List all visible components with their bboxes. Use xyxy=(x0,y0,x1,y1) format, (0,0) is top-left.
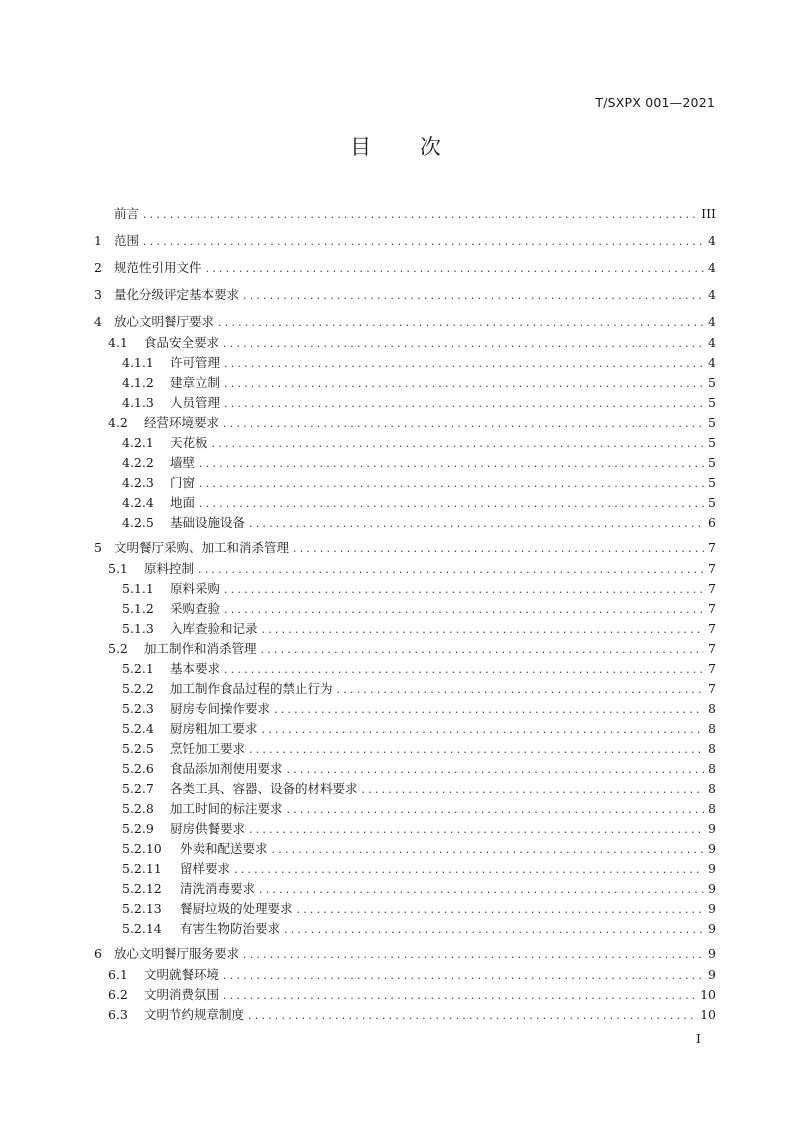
toc-leader-dots xyxy=(262,721,705,739)
toc-entry[interactable] xyxy=(94,860,716,878)
toc-entry-label: 文明餐厅采购、加工和消杀管理 xyxy=(114,540,290,555)
toc-entry-label: 前言 xyxy=(114,206,140,221)
page-title: 目 次 xyxy=(350,135,443,159)
toc-entry-label: 餐厨垃圾的处理要求 xyxy=(180,901,293,916)
toc-entry-label: 各类工具、容器、设备的材料要求 xyxy=(170,781,358,796)
toc-entry-page: 5 xyxy=(708,395,716,410)
toc-entry-number: 4.2.1 xyxy=(122,435,154,450)
toc-entry-label: 范围 xyxy=(114,233,140,248)
toc-entry[interactable] xyxy=(94,760,716,778)
toc-entry-label: 原料控制 xyxy=(144,561,195,576)
toc-leader-dots xyxy=(243,287,704,305)
toc-entry-page: 7 xyxy=(708,601,716,616)
toc-entry-label: 门窗 xyxy=(170,475,196,490)
toc-entry-page: 9 xyxy=(708,821,716,836)
toc-entry-number: 2 xyxy=(94,260,102,275)
toc-entry-page: 8 xyxy=(708,761,716,776)
toc-entry-number: 4.2.3 xyxy=(122,475,154,490)
toc-leader-dots xyxy=(249,741,704,759)
toc-entry-page: 9 xyxy=(708,967,716,982)
toc-leader-dots xyxy=(249,821,704,839)
toc-entry-label: 经营环境要求 xyxy=(144,415,220,430)
toc-entry[interactable] xyxy=(94,840,716,858)
toc-leader-dots xyxy=(272,841,705,859)
toc-entry-label: 厨房粗加工要求 xyxy=(170,721,258,736)
toc-entry-label: 基础设施设备 xyxy=(170,515,246,530)
toc-leader-dots xyxy=(224,375,704,393)
toc-entry-label: 有害生物防治要求 xyxy=(180,921,281,936)
toc-leader-dots xyxy=(284,921,704,939)
toc-entry-label: 加工制作和消杀管理 xyxy=(144,641,257,656)
toc-entry[interactable] xyxy=(94,514,716,532)
toc-entry-number: 5.2.3 xyxy=(122,701,154,716)
toc-leader-dots xyxy=(248,1007,696,1025)
toc-entry-page: 5 xyxy=(708,495,716,510)
toc-leader-dots xyxy=(223,987,696,1005)
toc-entry[interactable] xyxy=(94,560,716,578)
toc-leader-dots xyxy=(261,641,705,659)
toc-entry[interactable] xyxy=(94,900,716,918)
toc-entry-label: 食品安全要求 xyxy=(144,335,220,350)
toc-entry-page: 4 xyxy=(708,287,716,302)
toc-entry-label: 放心文明餐厅要求 xyxy=(114,314,215,329)
toc-entry[interactable] xyxy=(94,286,716,304)
toc-entry-page: 4 xyxy=(708,233,716,248)
toc-entry-page: 8 xyxy=(708,701,716,716)
toc-entry-page: 9 xyxy=(708,841,716,856)
toc-entry[interactable] xyxy=(94,700,716,718)
toc-leader-dots xyxy=(224,395,704,413)
toc-entry-page: 10 xyxy=(700,987,716,1002)
toc-leader-dots xyxy=(206,260,705,278)
toc-leader-dots xyxy=(224,601,704,619)
toc-entry-page: 9 xyxy=(708,901,716,916)
toc-entry-number: 4.1.2 xyxy=(122,375,154,390)
toc-entry-page: 8 xyxy=(708,781,716,796)
toc-entry-label: 量化分级评定基本要求 xyxy=(114,287,240,302)
toc-leader-dots xyxy=(198,561,704,579)
toc-entry-page: 4 xyxy=(708,335,716,350)
toc-entry-number: 3 xyxy=(94,287,102,302)
toc-entry-number: 5.1.2 xyxy=(122,601,154,616)
toc-entry[interactable] xyxy=(94,454,716,472)
toc-entry-page: 9 xyxy=(708,921,716,936)
toc-entry-label: 加工制作食品过程的禁止行为 xyxy=(170,681,333,696)
toc-entry-number: 5.2 xyxy=(108,641,128,656)
toc-leader-dots xyxy=(199,495,704,513)
toc-leader-dots xyxy=(218,314,704,332)
toc-entry-label: 墙壁 xyxy=(170,455,196,470)
toc-entry-number: 5.1.3 xyxy=(122,621,154,636)
toc-entry-page: 9 xyxy=(708,881,716,896)
toc-entry-page: 10 xyxy=(700,1007,716,1022)
toc-entry-number: 5.2.1 xyxy=(122,661,154,676)
toc-leader-dots xyxy=(287,801,705,819)
toc-entry-label: 加工时间的标注要求 xyxy=(170,801,283,816)
toc-entry-page: 7 xyxy=(708,621,716,636)
toc-entry-page: 5 xyxy=(708,455,716,470)
toc-entry[interactable] xyxy=(94,539,716,557)
toc-leader-dots xyxy=(212,435,705,453)
toc-leader-dots xyxy=(224,661,704,679)
toc-entry-number: 5.2.11 xyxy=(122,861,162,876)
toc-entry-label: 外卖和配送要求 xyxy=(180,841,268,856)
toc-entry-number: 5.2.5 xyxy=(122,741,154,756)
toc-entry-page: 7 xyxy=(708,540,716,555)
toc-entry-label: 文明节约规章制度 xyxy=(144,1007,245,1022)
toc-leader-dots xyxy=(262,621,705,639)
toc-entry[interactable] xyxy=(94,494,716,512)
toc-leader-dots xyxy=(362,781,705,799)
toc-entry[interactable] xyxy=(94,800,716,818)
toc-leader-dots xyxy=(287,761,705,779)
toc-entry-label: 厨房专间操作要求 xyxy=(170,701,271,716)
toc-entry[interactable] xyxy=(94,620,716,638)
toc-entry[interactable] xyxy=(94,374,716,392)
toc-entry-number: 5.1.1 xyxy=(122,581,154,596)
toc-entry-page: 5 xyxy=(708,475,716,490)
toc-leader-dots xyxy=(293,540,704,558)
toc-entry[interactable] xyxy=(94,334,716,352)
toc-entry[interactable] xyxy=(94,232,716,250)
toc-entry-label: 人员管理 xyxy=(170,395,221,410)
page-number: I xyxy=(696,1031,701,1046)
toc-entry[interactable] xyxy=(94,680,716,698)
toc-entry-number: 4.2 xyxy=(108,415,128,430)
toc-entry-page: 4 xyxy=(708,314,716,329)
toc-entry[interactable] xyxy=(94,394,716,412)
toc-entry-page: 7 xyxy=(708,561,716,576)
toc-entry-number: 5 xyxy=(94,540,102,555)
toc-leader-dots xyxy=(337,681,705,699)
toc-entry-number: 4.2.2 xyxy=(122,455,154,470)
toc-entry-page: 9 xyxy=(708,861,716,876)
toc-leader-dots xyxy=(223,335,704,353)
toc-entry[interactable] xyxy=(94,354,716,372)
toc-entry-page: 4 xyxy=(708,355,716,370)
toc-entry-number: 5.2.7 xyxy=(122,781,154,796)
toc-leader-dots xyxy=(143,206,697,224)
toc-entry-number: 6.3 xyxy=(108,1007,128,1022)
toc-entry-label: 地面 xyxy=(170,495,196,510)
toc-entry-page: 5 xyxy=(708,415,716,430)
toc-entry-page: 5 xyxy=(708,375,716,390)
toc-entry[interactable] xyxy=(94,434,716,452)
toc-entry-page: 7 xyxy=(708,661,716,676)
toc-entry-number: 5.2.12 xyxy=(122,881,162,896)
toc-entry-page: 8 xyxy=(708,741,716,756)
toc-entry-page: 8 xyxy=(708,801,716,816)
toc-entry[interactable] xyxy=(94,780,716,798)
toc-entry[interactable] xyxy=(94,945,716,963)
toc-entry-number: 5.2.4 xyxy=(122,721,154,736)
toc-entry-number: 4.2.4 xyxy=(122,495,154,510)
toc-leader-dots xyxy=(143,233,704,251)
toc-entry-page: III xyxy=(701,206,716,221)
toc-entry-label: 建章立制 xyxy=(170,375,221,390)
toc-entry[interactable] xyxy=(94,966,716,984)
toc-leader-dots xyxy=(224,355,704,373)
toc-leader-dots xyxy=(199,455,704,473)
toc-entry[interactable] xyxy=(94,640,716,658)
toc-entry[interactable] xyxy=(94,820,716,838)
toc-entry[interactable] xyxy=(94,414,716,432)
toc-entry-number: 5.2.6 xyxy=(122,761,154,776)
toc-entry-label: 文明消费氛围 xyxy=(144,987,220,1002)
toc-entry-label: 食品添加剂使用要求 xyxy=(170,761,283,776)
toc-entry-label: 厨房供餐要求 xyxy=(170,821,246,836)
toc-entry-number: 5.2.13 xyxy=(122,901,162,916)
toc-entry-number: 6.1 xyxy=(108,967,128,982)
toc-entry-number: 4.1 xyxy=(108,335,128,350)
toc-entry[interactable] xyxy=(94,600,716,618)
toc-leader-dots xyxy=(223,415,704,433)
toc-entry-page: 7 xyxy=(708,641,716,656)
toc-entry-number: 4.2.5 xyxy=(122,515,154,530)
toc-leader-dots xyxy=(249,515,704,533)
toc-entry-number: 4.1.1 xyxy=(122,355,154,370)
toc-entry[interactable] xyxy=(94,205,716,223)
toc-entry[interactable] xyxy=(94,580,716,598)
toc-entry-label: 许可管理 xyxy=(170,355,221,370)
toc-entry-number: 1 xyxy=(94,233,102,248)
toc-leader-dots xyxy=(234,861,704,879)
toc-entry-label: 规范性引用文件 xyxy=(114,260,202,275)
toc-leader-dots xyxy=(224,581,704,599)
toc-entry-label: 采购查验 xyxy=(170,601,221,616)
toc-entry-number: 5.2.2 xyxy=(122,681,154,696)
toc-entry[interactable] xyxy=(94,1006,716,1024)
toc-entry-label: 天花板 xyxy=(170,435,208,450)
toc-entry[interactable] xyxy=(94,474,716,492)
toc-entry-label: 原料采购 xyxy=(170,581,221,596)
toc-entry-page: 4 xyxy=(708,260,716,275)
toc-entry-number: 5.2.14 xyxy=(122,921,162,936)
toc-entry-number: 5.2.10 xyxy=(122,841,162,856)
toc-entry-label: 放心文明餐厅服务要求 xyxy=(114,946,240,961)
toc-entry-label: 文明就餐环境 xyxy=(144,967,220,982)
toc-entry-label: 基本要求 xyxy=(170,661,221,676)
toc-entry-page: 6 xyxy=(708,515,716,530)
toc-entry[interactable] xyxy=(94,720,716,738)
toc-entry-label: 入库查验和记录 xyxy=(170,621,258,636)
toc-leader-dots xyxy=(243,946,704,964)
document-code: T/SXPX 001—2021 xyxy=(595,95,715,110)
toc-entry-page: 7 xyxy=(708,581,716,596)
toc-leader-dots xyxy=(297,901,705,919)
toc-entry-number: 5.1 xyxy=(108,561,128,576)
toc-entry-number: 6 xyxy=(94,946,102,961)
toc-entry[interactable] xyxy=(94,313,716,331)
toc-entry[interactable] xyxy=(94,986,716,1004)
toc-entry-number: 5.2.9 xyxy=(122,821,154,836)
toc-entry-page: 5 xyxy=(708,435,716,450)
toc-entry[interactable] xyxy=(94,259,716,277)
toc-entry-label: 烹饪加工要求 xyxy=(170,741,246,756)
toc-entry-number: 5.2.8 xyxy=(122,801,154,816)
toc-leader-dots xyxy=(223,967,704,985)
toc-leader-dots xyxy=(199,475,704,493)
toc-entry-number: 6.2 xyxy=(108,987,128,1002)
toc-entry-number: 4.1.3 xyxy=(122,395,154,410)
toc-entry[interactable] xyxy=(94,880,716,898)
toc-entry-page: 8 xyxy=(708,721,716,736)
toc-entry-page: 7 xyxy=(708,681,716,696)
toc-entry[interactable] xyxy=(94,920,716,938)
toc-entry-label: 清洗消毒要求 xyxy=(180,881,256,896)
toc-entry[interactable] xyxy=(94,660,716,678)
toc-leader-dots xyxy=(274,701,704,719)
toc-entry-label: 留样要求 xyxy=(180,861,231,876)
toc-entry-page: 9 xyxy=(708,946,716,961)
toc-entry[interactable] xyxy=(94,740,716,758)
toc-leader-dots xyxy=(259,881,704,899)
toc-entry-number: 4 xyxy=(94,314,102,329)
